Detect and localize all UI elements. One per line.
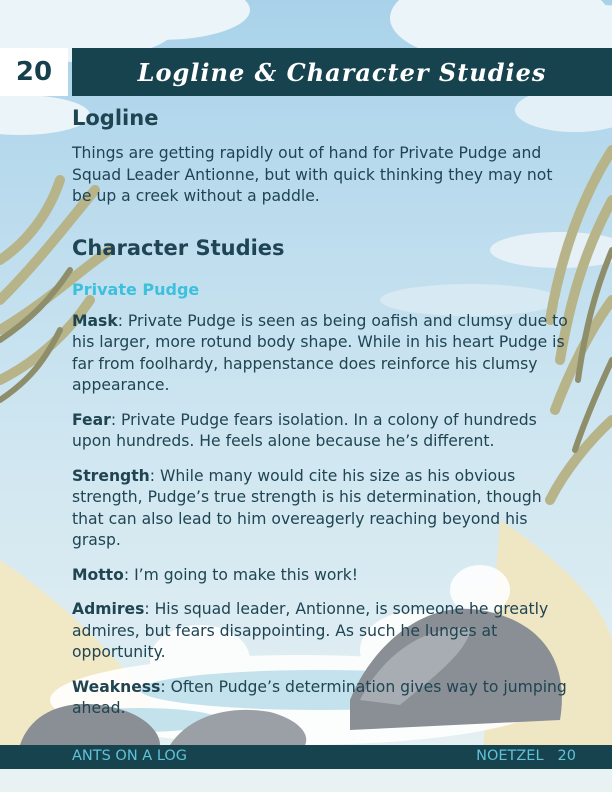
water-bottom [0, 769, 612, 792]
trait-mask [72, 311, 572, 397]
logline-text: Things are getting rapidly out of hand for Private Pudge and Squad Leader Antionne, but with quick thinking they may not be up a creek without a paddle. [72, 144, 553, 205]
footer-author: NOETZEL [476, 748, 544, 764]
trait-text: : I’m going to make this work! [123, 565, 359, 584]
trait-weakness [72, 677, 572, 720]
trait-fear [72, 410, 572, 453]
trait-text: : Private Pudge fears isolation. In a colony of hundreds upon hundreds. He feels alone because he’s different. [72, 410, 537, 450]
trait-label: Admires [72, 600, 145, 618]
trait-label: Fear [72, 410, 111, 429]
trait-text: : Private Pudge is seen as being oafish and clumsy due to his larger, more rotund body shape. While in his heart Pudge is far from foolhardy, happenstance does reinforce his clumsy appearance. [72, 311, 568, 394]
trait-label: Weakness [72, 677, 161, 696]
trait-strength [72, 466, 572, 552]
title-banner [72, 48, 612, 96]
footer-bar [0, 745, 612, 769]
character-studies-heading: Character Studies [72, 235, 285, 260]
trait-text: : His squad leader, Antionne, is someone he greatly admires, but fears disappointing. As such he lunges at opportunity. [72, 600, 549, 661]
trait-label: Motto [72, 565, 124, 584]
trait-admires [72, 599, 572, 664]
page-number-top: 20 [0, 48, 68, 96]
main-content [72, 106, 572, 733]
footer-page-number: 20 [557, 748, 576, 764]
trait-text: : While many would cite his size as his obvious strength, Pudge’s true strength is his determination, though that can also lead to him overeagerly reaching beyond his grasp. [72, 466, 542, 549]
footer-book-title: ANTS ON A LOG [72, 748, 188, 764]
trait-label: Strength [72, 466, 150, 485]
trait-text: : Often Pudge’s determination gives way to jumping ahead. [72, 677, 567, 717]
page-title: Logline & Character Studies [137, 57, 547, 87]
footer-right [476, 748, 576, 764]
logline-heading: Logline [72, 106, 159, 130]
trait-label: Mask [72, 311, 118, 330]
character-name: Private Pudge [72, 279, 200, 299]
trait-motto [72, 565, 572, 587]
